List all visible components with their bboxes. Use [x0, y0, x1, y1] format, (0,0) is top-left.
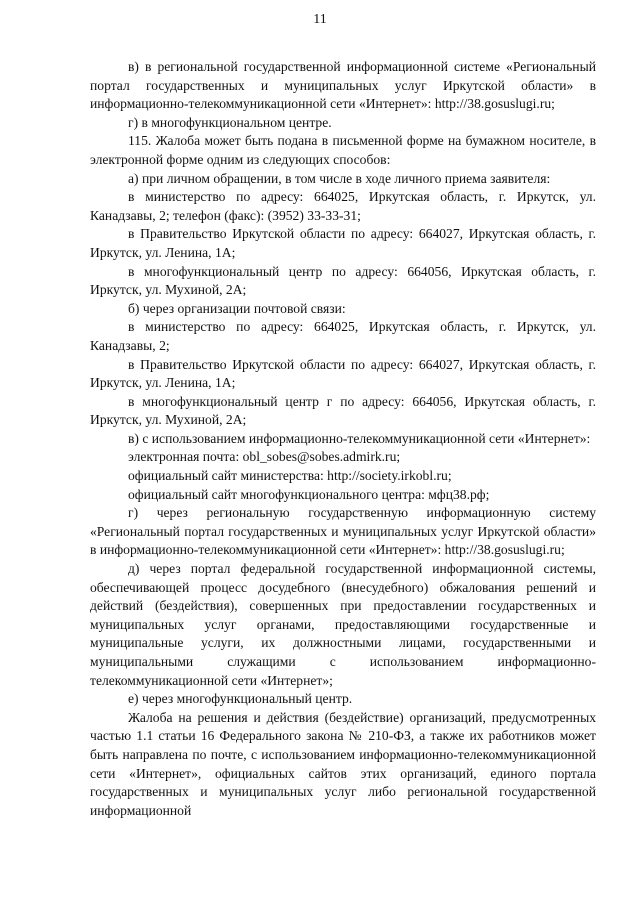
paragraph-item-a-personal: а) при личном обращении, в том числе в ходе личного приема заявителя:: [128, 170, 551, 186]
paragraph-mfc-site: официальный сайт многофункционального центра: мфц38.рф;: [128, 486, 490, 502]
document-body: [90, 58, 596, 820]
paragraph-ministry-address: в министерство по адресу: 664025, Иркутская область, г. Иркутск, ул. Канадзавы, 2; телефон (факс): (3952) 33-33-31;: [90, 189, 596, 223]
paragraph-postal-ministry: в министерство по адресу: 664025, Иркутская область, г. Иркутск, ул. Канадзавы, 2;: [90, 319, 596, 353]
paragraph-mfc-address: в многофункциональный центр по адресу: 664056, Иркутская область, г. Иркутск, ул. Мухиной, 2А;: [90, 263, 596, 298]
paragraph-postal-mfc: в многофункциональный центр г по адресу: 664056, Иркутская область, г. Иркутск, ул. Мухиной, 2А;: [90, 393, 596, 428]
paragraph-ministry-site: официальный сайт министерства: http://society.irkobl.ru;: [128, 468, 452, 484]
paragraph-item-v-regional-portal: в) в региональной государственной информационной системе «Региональный портал государственных и муниципальных услуг Иркутской области» в информационно-телекоммуникационной сети «Интернет»: http://38.gosuslugi.ru;: [90, 59, 596, 112]
paragraph-email: электронная почта: obl_sobes@sobes.admirk.ru;: [128, 449, 401, 465]
paragraph-postal-government: в Правительство Иркутской области по адресу: 664027, Иркутская область, г. Иркутск, ул. Ленина, 1А;: [90, 356, 596, 391]
paragraph-115: 115. Жалоба может быть подана в письменной форме на бумажном носителе, в электронной форме одним из следующих способов:: [90, 133, 596, 167]
paragraph-item-v-internet: в) с использованием информационно-телекоммуникационной сети «Интернет»:: [128, 430, 591, 446]
page-number: 11: [313, 12, 327, 27]
paragraph-government-address: в Правительство Иркутской области по адресу: 664027, Иркутская область, г. Иркутск, ул. Ленина, 1А;: [90, 226, 596, 260]
paragraph-item-e-mfc: е) через многофункциональный центр.: [128, 691, 353, 707]
paragraph-complaint-organizations: Жалоба на решения и действия (бездействие) организаций, предусмотренных частью 1.1 статьи 16 Федерального закона № 210-ФЗ, а также их работников может быть направлена по почте, с использованием информационно-телекоммуникационной сети «Интернет», официальных сайтов этих организаций, единого портала государственных и муниципальных услуг либо региональной государственной информационной: [90, 709, 596, 818]
paragraph-item-g-regional-system: г) через региональную государственную информационную систему «Региональный портал государственных и муниципальных услуг Иркутской области» в информационно-телекоммуникационной сети «Интернет»: http://38.gosuslugi.ru;: [90, 505, 596, 558]
paragraph-item-d-federal-portal: д) через портал федеральной государственной информационной системы, обеспечивающей процесс досудебного (внесудебного) обжалования решений и действий (бездействия), совершенных при предоставлении государственных и муниципальных услуг органами, предоставляющими государственные и муниципальные услуги, их должностными лицами, государственными и муниципальными служащими с использованием информационно-телекоммуникационной сети «Интернет»;: [90, 561, 596, 688]
paragraph-item-b-postal: б) через организации почтовой связи:: [128, 300, 346, 316]
paragraph-item-g-mfc: г) в многофункциональном центре.: [128, 114, 332, 130]
